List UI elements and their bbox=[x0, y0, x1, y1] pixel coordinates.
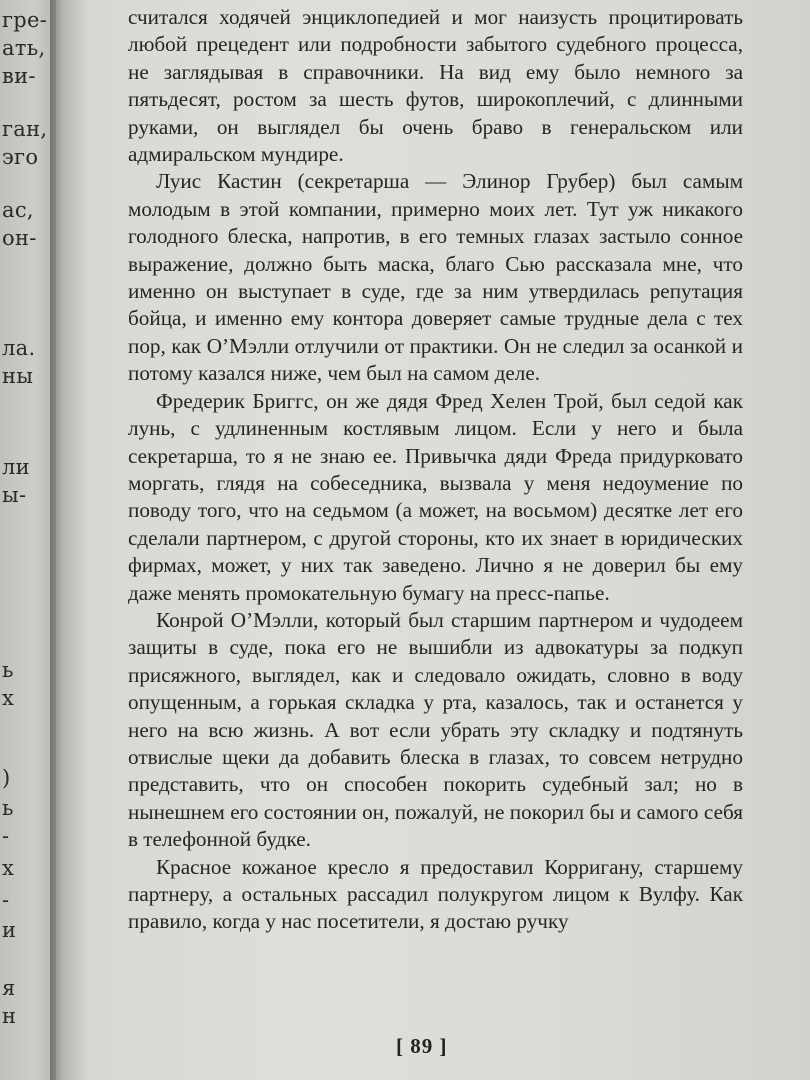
facing-page-fragment: ас, bbox=[2, 198, 34, 222]
facing-page-fragment: я bbox=[2, 976, 16, 1000]
paragraph: считался ходячей энциклопедией и мог наизусть процитировать любой прецедент или подробности забытого судебного процесса, не заглядывая в справочники. На вид ему было немного за пятьдесят, ростом за шесть футов, широкоплечий, с длинными руками, он выглядел бы очень браво в генеральском или адмиральском мундире. bbox=[128, 5, 743, 167]
right-page bbox=[104, 0, 804, 1080]
facing-page-fragment: он- bbox=[2, 226, 37, 250]
paragraph: Луис Кастин (секретарша — Элинор Грубер) был самым молодым в этой компании, примерно моих лет. Тут уж никакого голодного блеска, напротив, в его темных глазах застыло сонное выражение, должно быть маска, благо Сью рассказала мне, что именно он выступает в суде, где за ним утвердилась репутация бойца, и именно ему контора доверяет самые трудные дела с тех пор, как О’Мэлли отлучили от практики. Он не следил за осанкой и потому казался ниже, чем был на самом деле. bbox=[128, 169, 743, 386]
facing-page-fragment: х bbox=[2, 686, 15, 710]
facing-page-fragment: н bbox=[2, 1004, 17, 1028]
facing-page-fragment: х bbox=[2, 856, 15, 880]
facing-page-fragment: ли bbox=[2, 455, 30, 479]
facing-page-edge bbox=[0, 0, 56, 1080]
page-number: [ 89 ] bbox=[396, 1034, 448, 1058]
facing-page-fragment: ать, bbox=[2, 36, 46, 60]
paragraph: Фредерик Бриггс, он же дядя Фред Хелен Трой, был седой как лунь, с удлиненным костлявым лицом. Если у него и была секретарша, то я не знаю ее. Привычка дяди Фреда придурковато моргать, глядя на собеседника, вызвала у меня недоумение по поводу того, что на седьмом (а может, на восьмом) десятке лет его сделали партнером, с другой стороны, кто их знает в юридических фирмах, может, у них так заведено. Лично я не доверил бы ему даже менять промокательную бумагу на пресс-папье. bbox=[128, 388, 743, 605]
book-gutter-shadow bbox=[50, 0, 90, 1080]
facing-page-fragment: ган, bbox=[2, 117, 48, 141]
facing-page-fragment: ы- bbox=[2, 483, 27, 507]
facing-page-fragment: эго bbox=[2, 145, 39, 169]
facing-page-fragment: - bbox=[2, 824, 10, 848]
facing-page-fragment: ь bbox=[2, 658, 14, 682]
facing-page-fragment: гре- bbox=[2, 8, 48, 32]
facing-page-fragment: ны bbox=[2, 364, 34, 388]
paragraph: Конрой О’Мэлли, который был старшим партнером и чудодеем защиты в суде, пока его не вышибли из адвокатуры за подкуп присяжного, выглядел, как и следовало ожидать, словно в воду опущенным, а горькая складка у рта, казалось, так и останется у него на всю жизнь. А вот если убрать эту складку и подтянуть отвислые щеки да добавить блеска в глазах, то совсем нетрудно представить, что он способен покорить судебный зал; но в нынешнем его состоянии он, пожалуй, не покорил бы и самого себя в телефонной будке. bbox=[128, 607, 743, 852]
facing-page-fragment: ви- bbox=[2, 64, 36, 88]
facing-page-fragment: ) bbox=[2, 766, 11, 790]
paragraph: Красное кожаное кресло я предоставил Корригану, старшему партнеру, а остальных рассадил полукругом лицом к Вулфу. Как правило, когда у нас посетители, я достаю ручку bbox=[128, 854, 743, 934]
facing-page-fragment: ь bbox=[2, 796, 14, 820]
facing-page-fragment: ла. bbox=[2, 336, 36, 360]
facing-page-fragment: - bbox=[2, 888, 10, 912]
facing-page-fragment: и bbox=[2, 918, 17, 942]
body-text bbox=[128, 4, 743, 936]
